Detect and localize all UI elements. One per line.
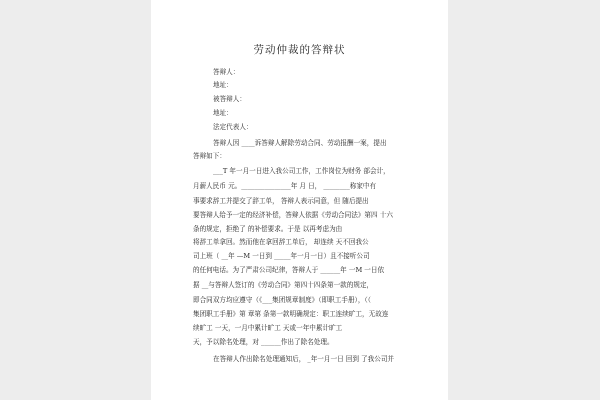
body-line: 月薪人民币 元。_______________年 月 日， ________称家中有 <box>193 182 377 190</box>
body-line: 天，予以除名处理，对 ______作出了除名处理。 <box>193 338 334 346</box>
body-line: 答辩如下： <box>193 152 226 160</box>
document-title: 劳动仲裁的答辩状 <box>253 44 346 56</box>
body-line: 事要求辞工并提交了辞工单， 答辩人表示同意，但 随后提出 <box>193 197 369 205</box>
body-line: 集团职工手册》第 章第 条第一款明确规定：职工连续旷工，无故连 <box>193 310 389 318</box>
respondent-label: 答辩人： <box>213 68 240 76</box>
claimant-address-label: 地址： <box>213 109 233 117</box>
body-line: 据 __与答辩人签订的《劳动合同》第四十四条第一款的规定， <box>193 281 374 289</box>
body-line: 条的规定，拒绝了 的补偿要求。于是 以再考虑为由 <box>193 225 343 233</box>
body-line: ___T 年一月一日进入我公司工作，工作岗位为财务 部会计， <box>213 167 390 175</box>
body-line: 要答辩人给予一定的经济补偿，答辩人依据《劳动合同法》第四 十六 <box>193 211 393 219</box>
body-line: 将辞工单拿回。然而他在拿回辞工单后， 却连续 天不回我公 <box>193 238 369 246</box>
document-page <box>151 0 448 400</box>
claimant-label: 被答辩人： <box>213 95 246 103</box>
body-line: 的任何电话。为了严肃公司纪律，答辩人于 ______年 一M 一日依 <box>193 266 385 274</box>
body-line: 续旷工 一天，一月中累计旷工 天或一年中累计旷工 <box>193 324 343 332</box>
legal-representative-label: 法定代表人： <box>213 123 253 131</box>
respondent-address-label: 地址： <box>213 81 233 89</box>
body-line: 司上班（ __年 —M 一日到 _____年一月一日）且不接听公司 <box>193 252 370 260</box>
body-line: 在答辩人作出除名处理通知后， _年一月一日 回到 了我公司并 <box>213 355 395 363</box>
body-line: 即合同双方均应遵守（《___集团规章制度》（即职工手册），（（ <box>193 296 372 304</box>
body-line: 答辩人因 ____诉答辩人解除劳动合同、劳动报酬一案，提出 <box>213 139 387 147</box>
